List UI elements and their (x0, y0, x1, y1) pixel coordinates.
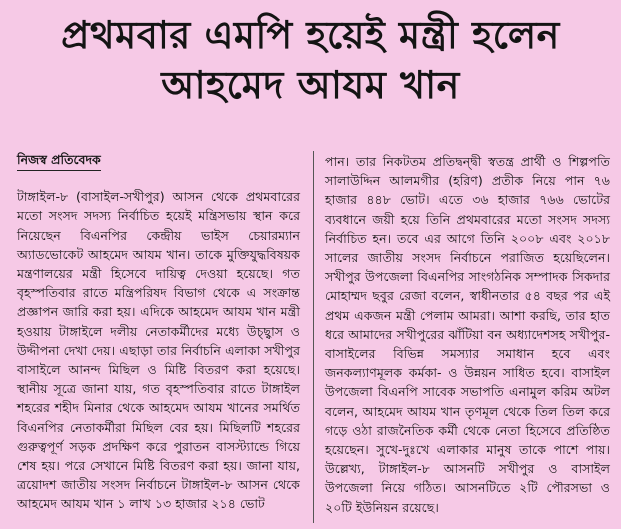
headline-line-1: প্রথমবার এমপি হয়েই মন্ত্রী হলেন (61, 13, 560, 57)
headline (0, 10, 621, 110)
byline: নিজস্ব প্রতিবেদক (17, 150, 101, 171)
article-text-left: টাঙ্গাইল-৮ (বাসাইল-সখীপুর) আসন থেকে প্রথমবারের মতো সংসদ সদস্য নির্বাচিত হয়েই মন্ত্রিসভায় স্থান করে নিয়েছেন বিএনপির কেন্দ্রীয় ভাইস চেয়ারম্যান অ্যাডভোকেট আহমেদ আযম খান। তাকে মুক্তিযুদ্ধবিষয়ক মন্ত্রণালয়ের মন্ত্রী হিসেবে দায়িত্ব দেওয়া হয়েছে। গত বৃহস্পতিবার রাতে মন্ত্রিপরিষদ বিভাগ থেকে এ সংক্রান্ত প্রজ্ঞাপন জারি করা হয়। এদিকে আহমেদ আযম খান মন্ত্রী হওয়ায় টাঙ্গাইলে দলীয় নেতাকর্মীদের মধ্যে উচ্ছ্বাস ও উদ্দীপনা দেখা দেয়। এছাড়া তার নির্বাচনি এলাকা সখীপুর বাসাইলে আনন্দ মিছিল ও মিষ্টি বিতরণ করা হয়েছে। স্থানীয় সূত্রে জানা যায়, গত বৃহস্পতিবার রাতে টাঙ্গাইল শহরের শহীদ মিনার থেকে আহমেদ আযম খানের সমর্থিত বিএনপির নেতাকর্মীরা মিছিল বের হয়। মিছিলটি শহরের গুরুত্বপূর্ণ সড়ক প্রদক্ষিণ করে পুরাতন বাসস্ট্যান্ডে গিয়ে শেষ হয়। পরে সেখানে মিষ্টি বিতরণ করা হয়। জানা যায়, ত্রয়োদশ জাতীয় সংসদ নির্বাচনে টাঙ্গাইল-৮ আসন থেকে আহমেদ আযম খান ১ লাখ ১৩ হাজার ২১৪ ভোট (17, 189, 300, 512)
article-left-column (17, 150, 300, 514)
article-right-column (325, 152, 610, 517)
headline-line-2: আহমেদ আযম খান (161, 63, 460, 107)
column-divider (313, 151, 314, 523)
article-text-right: পান। তার নিকটতম প্রতিদ্বন্দ্বী স্বতন্ত্র প্রার্থী ও শিল্পপতি সালাউদ্দিন আলমগীর (হরিণ) প্রতীক নিয়ে পান ৭৬ হাজার ৪৪৮ ভোট। এতে ৩৬ হাজার ৭৬৬ ভোটের ব্যবধানে জয়ী হয়ে তিনি প্রথমবারের মতো সংসদ সদস্য নির্বাচিত হন। তবে এর আগে তিনি ২০০৮ এবং ২০১৮ সালের জাতীয় সংসদ নির্বাচনে পরাজিত হয়েছিলেন। সখীপুর উপজেলা বিএনপির সাংগঠনিক সম্পাদক সিকদার মোহাম্মদ ছবুর রেজা বলেন, স্বাধীনতার ৫৪ বছর পর এই প্রথম একজন মন্ত্রী পেলাম আমরা। আশা করছি, তার হাত ধরে আমাদের সখীপুরের ঝাঁটিয়া বন অধ্যাদেশসহ সখীপুর-বাসাইলের বিভিন্ন সমস্যার সমাধান হবে এবং জনকল্যাণমূলক কর্মকা- ও উন্নয়ন সাধিত হবে। বাসাইল উপজেলা বিএনপি সাবেক সভাপতি এনামুল করিম অটল বলেন, আহমেদ আযম খান তৃণমূল থেকে তিল তিল করে গড়ে ওঠা রাজনৈতিক কর্মী থেকে নেতা হিসেবে প্রতিষ্ঠিত হয়েছেন। সুখে-দুঃখে এলাকার মানুষ তাকে পাশে পায়। উল্লেখ্য, টাঙ্গাইল-৮ আসনটি সখীপুর ও বাসাইল উপজেলা নিয়ে গঠিত। আসনটিতে ২টি পৌরসভা ও ২০টি ইউনিয়ন রয়েছে। (325, 154, 610, 515)
